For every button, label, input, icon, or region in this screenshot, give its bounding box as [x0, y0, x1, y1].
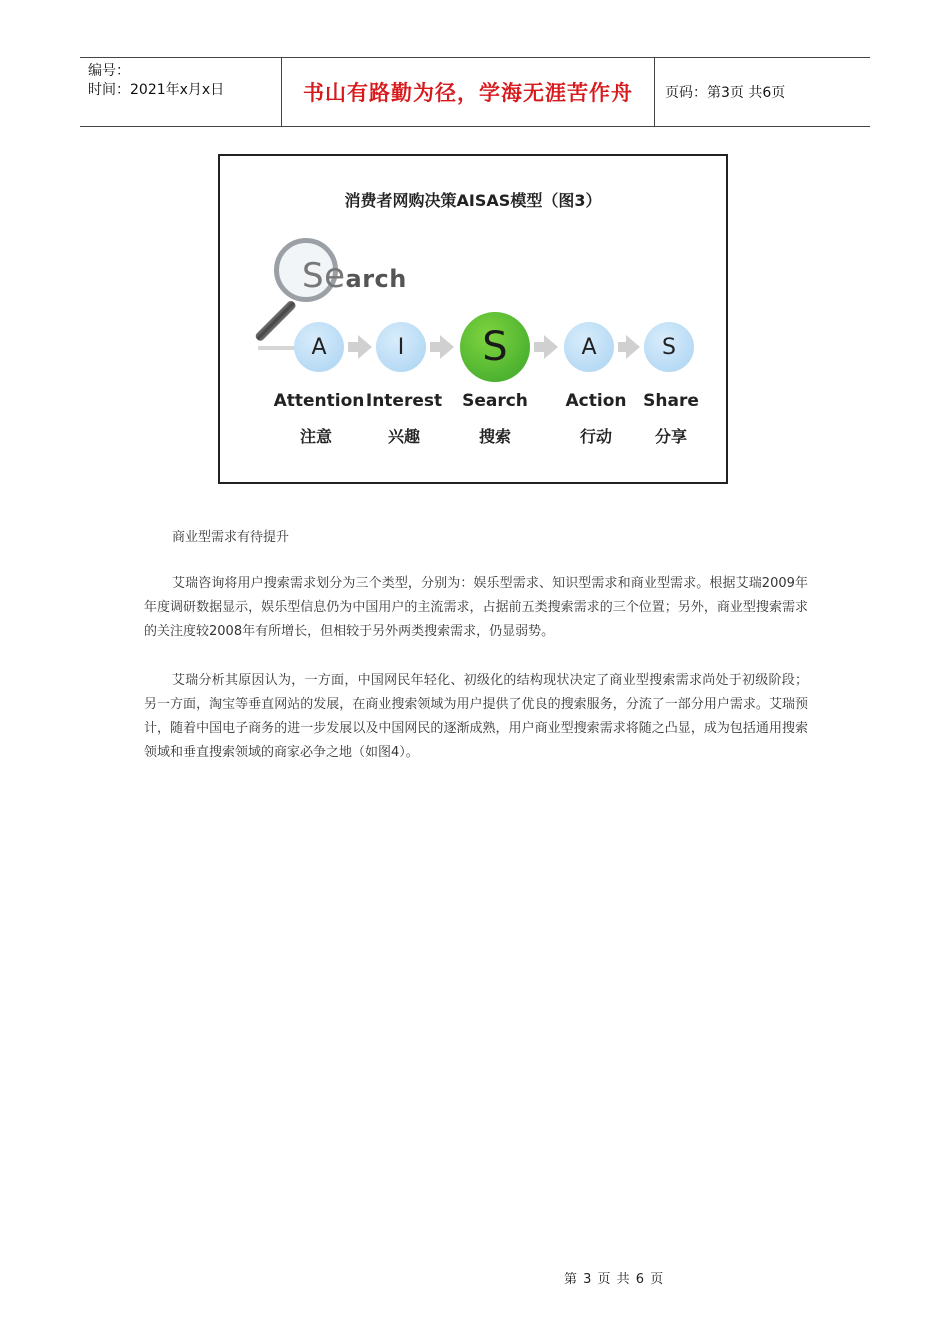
step-circle-share: S	[644, 322, 694, 372]
document-header	[80, 57, 870, 127]
step-label-cn-share: 分享	[654, 427, 687, 446]
search-word-graphic	[302, 256, 407, 296]
step-label-share: Share	[643, 391, 699, 411]
magnifier-handle	[254, 299, 297, 342]
step-label-cn-action: 行动	[579, 427, 612, 446]
step-label-cn-interest: 兴趣	[387, 427, 420, 446]
step-arrow-icon	[626, 335, 640, 359]
step-label-action: Action	[565, 391, 627, 411]
step-label-search: Search	[462, 391, 528, 411]
step-circle-attention: A	[294, 322, 344, 372]
body-paragraph-1: 艾瑞咨询将用户搜索需求划分为三个类型，分别为：娱乐型需求、知识型需求和商业型需求。根据艾瑞2009年年度调研数据显示，娱乐型信息仍为中国用户的主流需求，占据前五类搜索需求的三个位置；另外，商业型搜索需求的关注度较2008年有所增长，但相较于另外两类搜索需求，仍显弱势。	[144, 576, 808, 639]
step-arrow-icon	[544, 335, 558, 359]
body-paragraph-2: 艾瑞分析其原因认为，一方面，中国网民年轻化、初级化的结构现状决定了商业型搜索需求尚处于初级阶段；另一方面，淘宝等垂直网站的发展，在商业搜索领域为用户提供了优良的搜索服务，分流了一部分用户需求。艾瑞预计，随着中国电子商务的进一步发展以及中国网民的逐渐成熟，用户商业型搜索需求将随之凸显，成为包括通用搜索领域和垂直搜索领域的商家必争之地（如图4）。	[144, 673, 808, 760]
search-word-magnified: Se	[302, 256, 346, 296]
step-arrow-icon	[440, 335, 454, 359]
figure-title: 消费者网购决策AISAS模型（图3）	[344, 191, 602, 210]
step-label-cn-attention: 注意	[299, 427, 332, 446]
aisas-figure	[218, 154, 728, 484]
page-footer: 第 3 页 共 6 页	[564, 1272, 665, 1287]
search-word-rest: arch	[345, 265, 407, 293]
header-meta-cell	[80, 58, 282, 126]
step-label-attention: Attention	[273, 391, 365, 411]
step-arrow-icon	[358, 335, 372, 359]
step-circle-search: S	[460, 312, 530, 382]
header-motto: 书山有路勤为径，学海无涯苦作舟	[303, 81, 633, 105]
header-page-label: 页码：第3页 共6页	[665, 85, 786, 101]
document-time-label: 时间：2021年x月x日	[88, 82, 225, 98]
step-label-cn-search: 搜索	[478, 427, 511, 446]
step-circle-interest: I	[376, 322, 426, 372]
step-label-interest: Interest	[365, 391, 443, 411]
header-page-cell	[655, 58, 870, 126]
document-number-label: 编号：	[88, 63, 130, 79]
header-motto-cell	[282, 58, 655, 126]
section-subheading: 商业型需求有待提升	[172, 530, 290, 545]
step-circle-action: A	[564, 322, 614, 372]
